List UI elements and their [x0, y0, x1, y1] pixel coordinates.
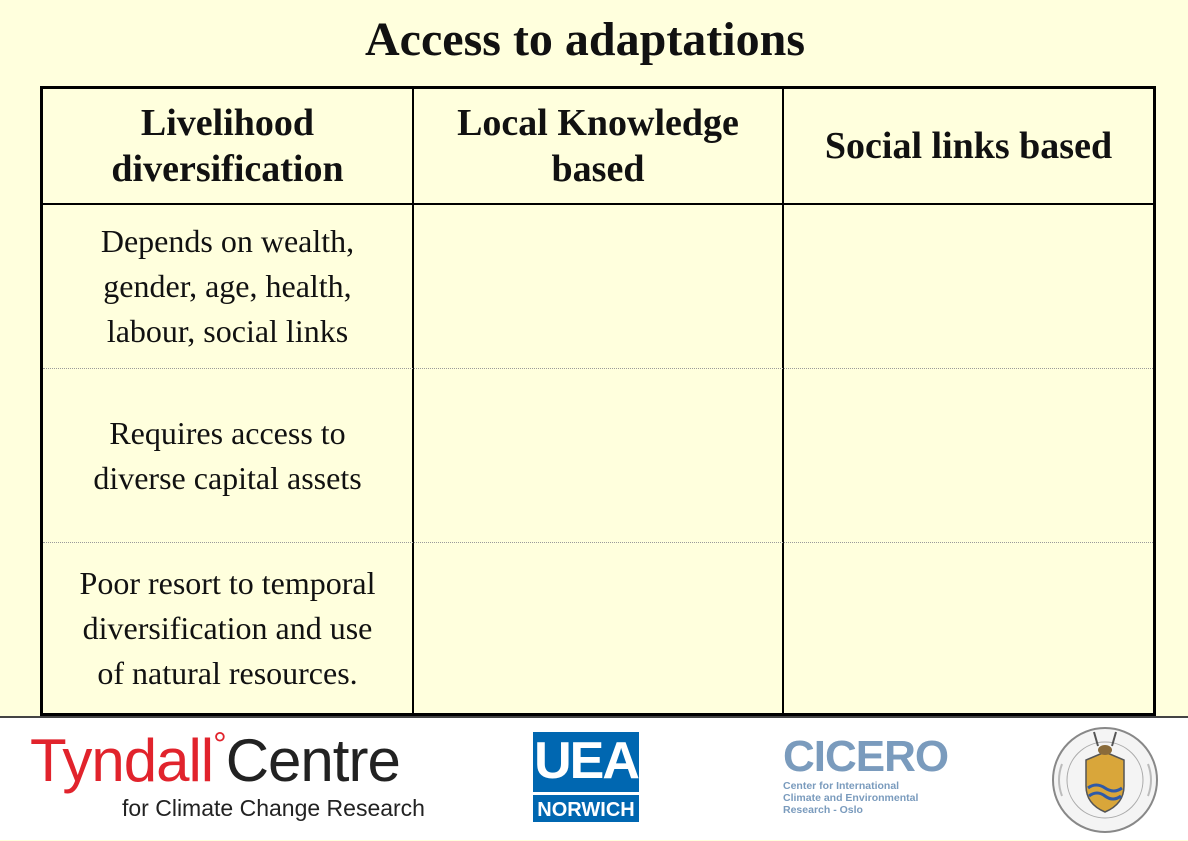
table-cell: [43, 205, 412, 368]
tyndall-logo-subtitle: for Climate Change Research: [122, 795, 425, 821]
university-seal-icon: [1042, 724, 1168, 836]
logo-footer: [0, 716, 1188, 840]
cell-line: diversification and use: [82, 609, 373, 646]
cell-line: Requires access to: [109, 414, 346, 451]
cell-line: of natural resources.: [97, 654, 358, 691]
cicero-logo-line: Center for International: [783, 780, 900, 792]
adaptations-table: [40, 86, 1156, 716]
cell-line: diverse capital assets: [93, 459, 362, 496]
cicero-logo-line: Climate and Environmental: [783, 792, 919, 804]
tyndall-centre-logo: [30, 728, 450, 822]
cell-line: gender, age, health,: [103, 268, 352, 304]
cell-line: Poor resort to temporal: [79, 564, 376, 601]
cicero-logo-name: CICERO: [783, 732, 949, 781]
cicero-logo-line: Research - Oslo: [783, 804, 863, 816]
degree-mark-icon: °: [213, 726, 226, 764]
header-cell-local-knowledge: [414, 89, 782, 203]
header-cell-social-links: [784, 89, 1153, 203]
cicero-logo: [783, 732, 949, 816]
header-line: Livelihood: [140, 102, 315, 144]
header-line: Local Knowledge: [457, 102, 739, 144]
uea-logo-wordmark: UEA: [534, 732, 638, 790]
slide-title: Access to adaptations: [365, 13, 805, 66]
uea-logo-city: NORWICH: [533, 792, 639, 822]
tyndall-logo-part1: Tyndall: [30, 727, 214, 794]
table-cell: [43, 369, 412, 542]
header-line: diversification: [111, 148, 344, 190]
header-line: Social links based: [824, 125, 1113, 167]
table-cell: [43, 543, 412, 713]
cell-line: labour, social links: [106, 313, 349, 349]
header-cell-livelihood: [43, 89, 412, 203]
uea-norwich-logo: [533, 732, 639, 822]
tyndall-logo-part2: Centre: [225, 727, 400, 794]
cell-line: Depends on wealth,: [100, 223, 355, 259]
header-line: based: [551, 148, 645, 190]
